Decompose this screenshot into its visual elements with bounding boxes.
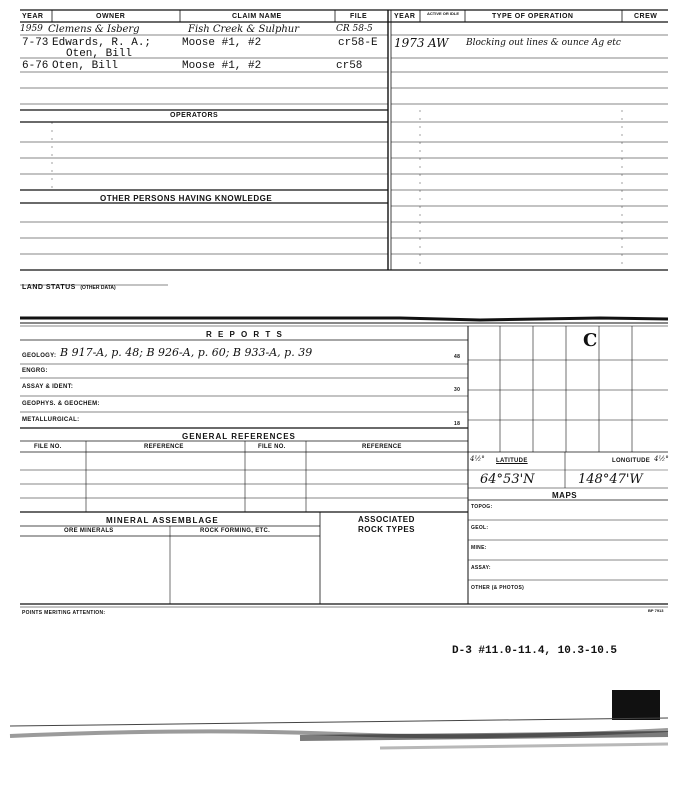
- gen-ref-reference-header-2: REFERENCE: [362, 444, 402, 450]
- latitude-value: 64°53'N: [480, 472, 535, 487]
- header-active-idle: ACTIVE OR IDLE: [426, 11, 459, 16]
- rock-forming-header: ROCK FORMING, ETC.: [200, 528, 271, 534]
- geophys-label: GEOPHYS. & GEOCHEM:: [22, 401, 100, 407]
- mineral-assemblage-heading: MINERAL ASSEMBLAGE: [106, 516, 219, 525]
- assay-label: ASSAY & IDENT:: [22, 384, 74, 390]
- owner-row-3-year: 6-76: [22, 60, 49, 72]
- header-type-of-operation: TYPE OF OPERATION: [492, 13, 574, 20]
- scan-block: [612, 690, 660, 720]
- operation-year: 1973: [394, 36, 425, 50]
- header-claim-name: CLAIM NAME: [232, 13, 282, 20]
- latitude-note: 4½°: [470, 455, 485, 463]
- maps-heading: MAPS: [552, 491, 578, 500]
- geology-number: 48: [454, 354, 461, 360]
- associated-header: ASSOCIATED: [358, 515, 415, 524]
- longitude-note: 4½°: [654, 455, 669, 463]
- maps-mine-label: MINE:: [471, 545, 487, 551]
- general-references-heading: GENERAL REFERENCES: [182, 432, 296, 441]
- form-number: BP 7913: [648, 608, 664, 613]
- owner-row-2-owner-2: Oten, Bill: [66, 48, 133, 60]
- operators-heading: OPERATORS: [170, 112, 219, 119]
- operation-type: Blocking out lines & ounce Ag etc: [466, 38, 621, 48]
- points-meriting-attention-label: POINTS MERITING ATTENTION:: [22, 610, 106, 616]
- owner-row-3-owner: Oten, Bill: [52, 60, 119, 72]
- metallurgical-number: 18: [454, 421, 461, 427]
- header-year-2: YEAR: [394, 13, 416, 20]
- geology-label: GEOLOGY:: [22, 353, 57, 359]
- owner-row-1-year: 1959: [20, 24, 43, 34]
- owner-row-2-year: 7-73: [22, 37, 49, 49]
- engrg-label: ENGRG:: [22, 368, 48, 374]
- owner-row-2-file: cr58-E: [338, 37, 378, 49]
- metallurgical-label: METALLURGICAL:: [22, 417, 80, 423]
- longitude-label: LONGITUDE: [612, 458, 651, 464]
- land-status-sublabel: (OTHER DATA): [80, 285, 116, 291]
- header-owner: OWNER: [96, 13, 126, 20]
- land-status-heading: [22, 276, 116, 294]
- owner-row-2-claim: Moose #1, #2: [182, 37, 262, 49]
- owner-row-1-claim: Fish Creek & Sulphur: [188, 24, 300, 35]
- gen-ref-reference-header: REFERENCE: [144, 444, 184, 450]
- stamp-note: D-3 #11.0-11.4, 10.3-10.5: [452, 645, 618, 657]
- other-persons-heading: OTHER PERSONS HAVING KNOWLEDGE: [100, 194, 273, 203]
- header-file: FILE: [350, 13, 368, 20]
- maps-assay-label: ASSAY:: [471, 565, 491, 571]
- gen-ref-file-no-header: FILE NO.: [34, 444, 62, 450]
- maps-other-label: OTHER (& PHOTOS): [471, 585, 525, 591]
- operation-active: AW: [428, 36, 449, 50]
- owner-row-3-claim: Moose #1, #2: [182, 60, 262, 72]
- gen-ref-file-no-header-2: FILE NO.: [258, 444, 286, 450]
- grid-mark: C: [583, 330, 598, 351]
- owner-row-1-owner: Clemens & Isberg: [48, 24, 140, 35]
- geology-value: B 917-A, p. 48; B 926-A, p. 60; B 933-A, p. 39: [60, 346, 313, 359]
- header-year: YEAR: [22, 13, 44, 20]
- maps-geol-label: GEOL:: [471, 525, 489, 531]
- longitude-value: 148°47'W: [578, 472, 643, 487]
- rock-types-header: ROCK TYPES: [358, 525, 416, 534]
- latitude-label: LATITUDE: [496, 458, 528, 464]
- land-status-label: LAND STATUS: [22, 284, 76, 291]
- header-crew: CREW: [634, 13, 658, 20]
- maps-topog-label: TOPOG:: [471, 504, 493, 510]
- owner-row-2-owner: Edwards, R. A.;: [52, 37, 152, 49]
- owner-row-3-file: cr58: [336, 60, 363, 72]
- assay-number: 30: [454, 387, 461, 393]
- owner-row-1-file: CR 58-5: [336, 24, 373, 34]
- ore-minerals-header: ORE MINERALS: [64, 528, 114, 534]
- reports-heading: R E P O R T S: [206, 330, 284, 339]
